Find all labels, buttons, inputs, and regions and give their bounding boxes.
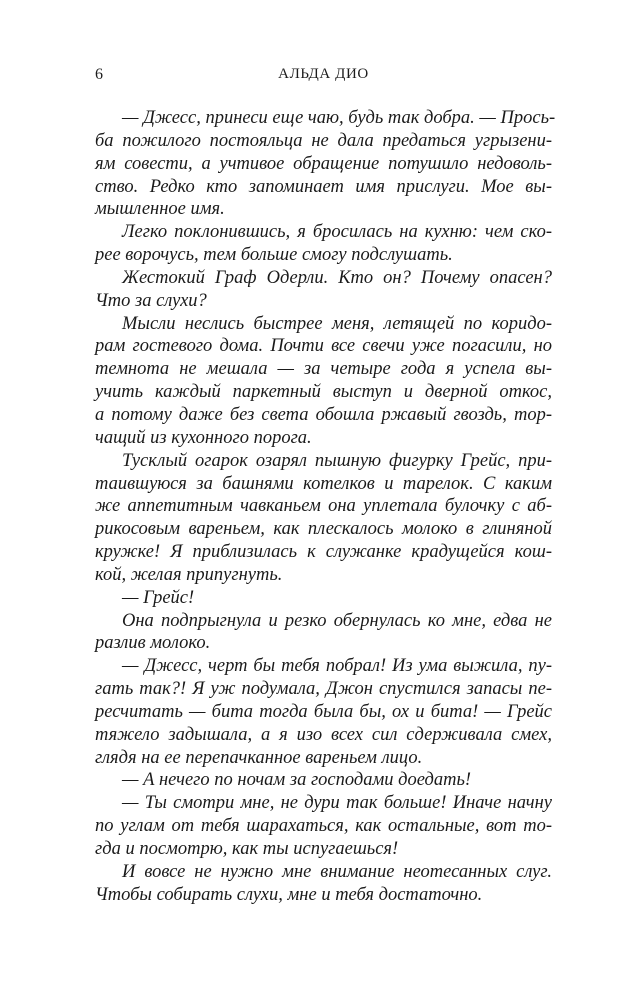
text-line: кой, желая припугнуть.: [95, 564, 283, 585]
text-line: же аппетитным чавканьем она уплетала булочку с аб-: [95, 496, 552, 517]
page-header: [95, 66, 552, 86]
paragraph: [95, 267, 552, 313]
paragraph: [95, 861, 552, 907]
text-line: мышленное имя.: [95, 199, 225, 220]
text-column: [95, 107, 556, 907]
text-line: рикосовым вареньем, как плескалось молоко в глиняной: [95, 519, 552, 540]
text-line: учить каждый паркетный выступ и дверной откос,: [95, 382, 552, 403]
text-line: — Джесс, черт бы тебя побрал! Из ума выжила, пу-: [122, 656, 552, 677]
text-line: кружке! Я приблизилась к служанке крадущейся кош-: [95, 542, 552, 563]
text-line: Жестокий Граф Одерли. Кто он? Почему опасен?: [122, 267, 552, 288]
text-line: — Джесс, принеси еще чаю, будь так добра. — Прось-: [122, 108, 556, 128]
text-line: Мысли неслись быстрее меня, летящей по коридо-: [122, 313, 552, 334]
text-line: тяжело задышала, а я изо всех сил сдерживала смех,: [95, 724, 552, 745]
text-line: Она подпрыгнула и резко обернулась ко мне, едва не: [122, 610, 552, 631]
text-line: рам гостевого дома. Почти все свечи уже погасили, но: [95, 336, 552, 357]
text-line: — Ты смотри мне, не дури так больше! Иначе начну: [122, 793, 552, 814]
text-line: ба пожилого постояльца не дала предаться угрызени-: [95, 130, 552, 151]
paragraph: [95, 450, 552, 587]
paragraph: [95, 655, 552, 769]
paragraph: [95, 587, 552, 610]
text-line: ям совести, а учтивое обращение потушило недоволь-: [95, 153, 552, 174]
text-line: гать так?! Я уж подумала, Джон спустился запасы пе-: [95, 679, 552, 700]
text-line: Тусклый огарок озарял пышную фигурку Грейс, при-: [122, 450, 552, 471]
text-line: — Грейс!: [122, 587, 195, 608]
text-line: рее ворочусь, тем больше смогу подслушать.: [95, 245, 453, 266]
text-line: разлив молоко.: [95, 633, 211, 654]
paragraph: [95, 769, 552, 792]
text-line: по углам от тебя шарахаться, как остальные, вот то-: [95, 816, 552, 837]
running-head: АЛЬДА ДИО: [278, 66, 369, 82]
text-line: глядя на ее перепачканное вареньем лицо.: [95, 747, 423, 768]
text-line: ство. Редко кто запоминает имя прислуги. Мое вы-: [95, 176, 552, 197]
page-number: 6: [95, 66, 103, 83]
paragraph: [95, 610, 552, 656]
paragraph: [95, 792, 552, 861]
text-line: — А нечего по ночам за господами доедать!: [122, 770, 472, 791]
text-line: Что за слухи?: [95, 290, 207, 311]
text-line: Легко поклонившись, я бросилась на кухню: чем ско-: [122, 222, 552, 243]
text-line: таившуюся за башнями котелков и тарелок. С каким: [95, 473, 552, 494]
paragraph: [95, 313, 552, 450]
text-line: ресчитать — бита тогда была бы, ох и бита! — Грейс: [95, 701, 552, 722]
text-line: темнота не мешала — за четыре года я успела вы-: [95, 359, 552, 380]
paragraph: [95, 107, 556, 221]
text-line: Чтобы собирать слухи, мне и тебя достаточно.: [95, 884, 483, 905]
text-line: И вовсе не нужно мне внимание неотесанных слуг.: [122, 861, 552, 882]
text-line: а потому даже без света обошла ржавый гвоздь, тор-: [95, 404, 552, 425]
text-line: чащий из кухонного порога.: [95, 427, 312, 448]
text-line: гда и посмотрю, как ты испугаешься!: [95, 839, 399, 859]
paragraph: [95, 221, 552, 267]
